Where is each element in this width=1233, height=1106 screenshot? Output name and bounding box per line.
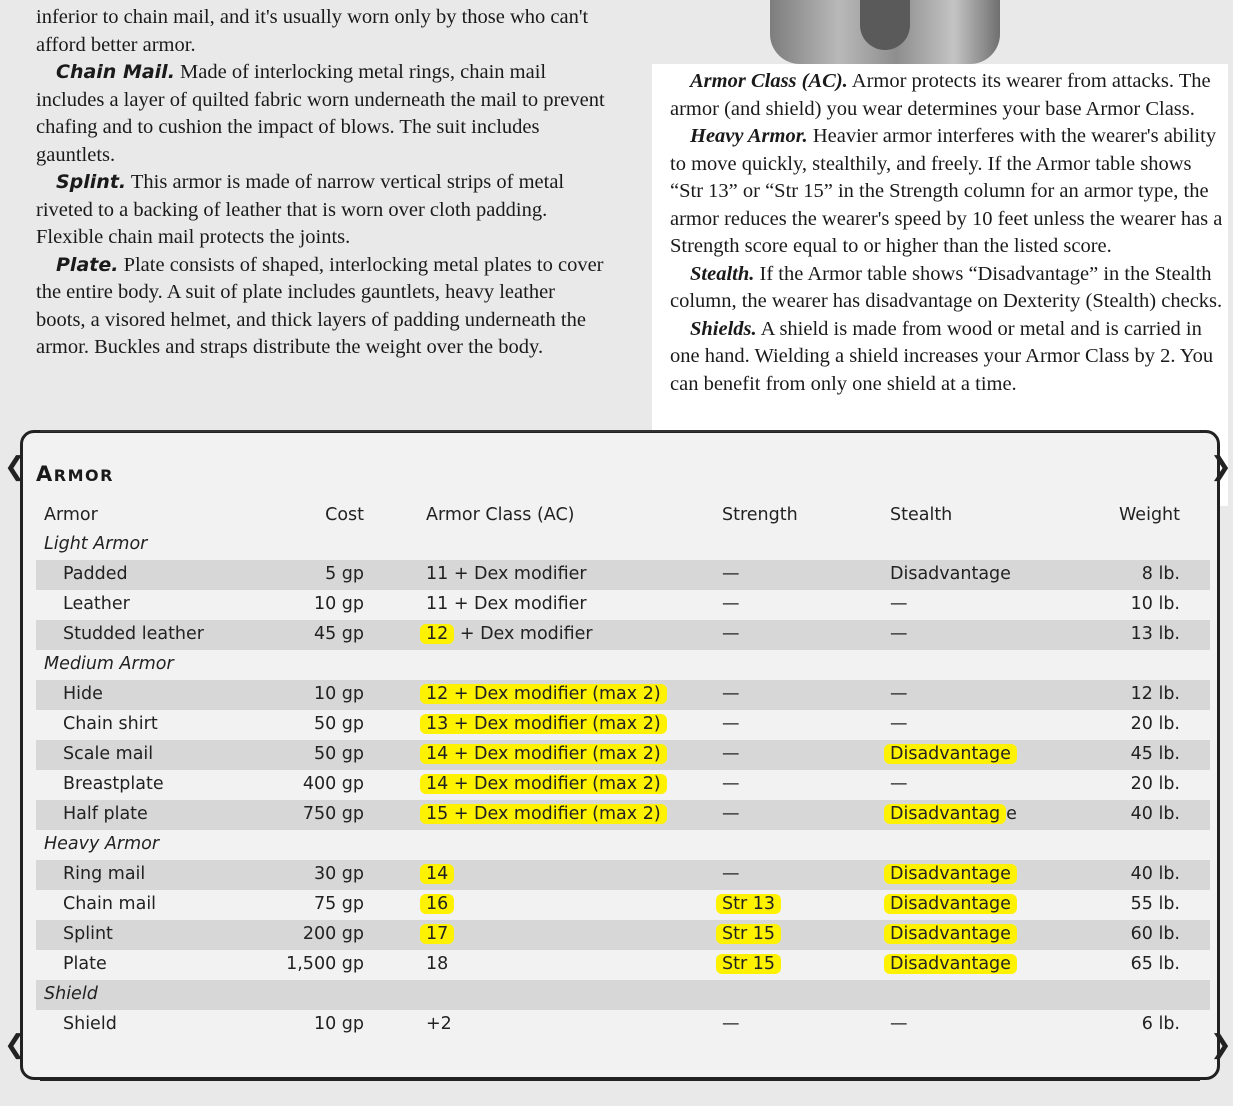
armor-strength xyxy=(722,924,781,944)
left-term: Splint. xyxy=(56,171,127,193)
frame-bottom-rule xyxy=(40,1078,1200,1081)
header-armor: Armor xyxy=(44,505,98,525)
armor-stealth xyxy=(890,804,1017,824)
frame-top-rule xyxy=(40,430,1200,432)
header-weight: Weight xyxy=(1119,505,1180,525)
armor-name: Half plate xyxy=(63,804,148,824)
strength-text: — xyxy=(722,594,740,614)
header-ac: Armor Class (AC) xyxy=(426,505,575,525)
armor-stealth xyxy=(890,1014,908,1034)
table-row xyxy=(36,770,1210,800)
left-paragraph xyxy=(36,59,606,169)
category-label: Medium Armor xyxy=(44,654,174,674)
armor-cost: 1,500 gp xyxy=(286,954,364,974)
ac-text: 11 + Dex modifier xyxy=(426,564,587,584)
table-title-initial: A xyxy=(36,462,54,486)
armor-cost: 50 gp xyxy=(313,744,364,764)
table-row xyxy=(36,890,1210,920)
armor-weight: 60 lb. xyxy=(1130,924,1180,944)
armor-ac xyxy=(426,894,454,914)
stealth-text: — xyxy=(890,1014,908,1034)
armor-cost: 45 gp xyxy=(313,624,364,644)
left-term: Plate. xyxy=(56,253,119,276)
left-text: Made of interlocking metal rings, chain mail includes a layer of quilted fabric worn underneath the mail to prevent chafing and to cushion the impact of blows. The suit includes gauntlets. xyxy=(36,61,605,166)
armor-cost: 10 gp xyxy=(313,1014,364,1034)
table-title-rest: RMOR xyxy=(53,466,114,485)
category-label: Light Armor xyxy=(44,534,148,554)
armor-cost: 10 gp xyxy=(313,594,364,614)
armor-strength xyxy=(722,594,740,614)
armor-name: Breastplate xyxy=(63,774,164,794)
armor-name: Plate xyxy=(63,954,107,974)
stealth-text: — xyxy=(890,714,908,734)
ac-highlight: 14 + Dex modifier (max 2) xyxy=(420,774,667,794)
stealth-highlight: Disadvantage xyxy=(884,864,1017,884)
right-term: Stealth. xyxy=(690,262,755,285)
left-paragraph xyxy=(36,169,606,252)
right-text: Armor protects its wearer from attacks. The armor (and shield) you wear determines your base Armor Class. xyxy=(670,70,1211,120)
armor-ac xyxy=(426,804,667,824)
armor-strength xyxy=(722,744,740,764)
header-stealth: Stealth xyxy=(890,505,953,525)
strength-text: — xyxy=(722,1014,740,1034)
right-paragraph xyxy=(670,261,1224,316)
table-row xyxy=(36,680,1210,710)
stealth-text: — xyxy=(890,594,908,614)
stealth-highlight: Disadvantag xyxy=(884,804,1006,824)
armor-stealth xyxy=(890,924,1017,944)
table-row xyxy=(36,740,1210,770)
ac-highlight: 16 xyxy=(420,894,454,914)
right-paragraph xyxy=(670,316,1224,399)
table-title xyxy=(36,462,114,486)
stealth-text: — xyxy=(890,624,908,644)
armor-stealth xyxy=(890,594,908,614)
armor-weight: 20 lb. xyxy=(1130,714,1180,734)
armor-weight: 12 lb. xyxy=(1130,684,1180,704)
left-paragraph xyxy=(36,4,606,59)
armor-cost: 50 gp xyxy=(313,714,364,734)
armor-strength xyxy=(722,894,781,914)
armor-table xyxy=(36,500,1210,1040)
flourish-left-top-icon: ❮ xyxy=(4,452,26,482)
category-label: Heavy Armor xyxy=(44,834,160,854)
strength-text: — xyxy=(722,774,740,794)
armor-strength xyxy=(722,684,740,704)
stealth-text: — xyxy=(890,684,908,704)
stealth-text: Disadvantage xyxy=(890,564,1011,584)
armor-stealth xyxy=(890,684,908,704)
ac-highlight: 14 xyxy=(420,864,454,884)
ac-highlight: 14 + Dex modifier (max 2) xyxy=(420,744,667,764)
right-term: Armor Class (AC). xyxy=(690,70,848,92)
right-paragraph xyxy=(670,68,1224,123)
armor-stealth xyxy=(890,894,1017,914)
table-category-row xyxy=(36,980,1210,1010)
strength-text: — xyxy=(722,564,740,584)
left-text: Plate consists of shaped, interlocking metal plates to cover the entire body. A suit of plate includes gauntlets, heavy leather boots, a visored helmet, and thick layers of padding underneath the armor. Buckles and straps distribute the weight over the body. xyxy=(36,253,604,358)
armor-cost: 5 gp xyxy=(325,564,364,584)
ac-highlight: 13 + Dex modifier (max 2) xyxy=(420,714,667,734)
table-row xyxy=(36,800,1210,830)
table-header-row xyxy=(36,500,1210,530)
stealth-highlight: Disadvantage xyxy=(884,744,1017,764)
strength-highlight: Str 13 xyxy=(716,894,781,914)
armor-ac xyxy=(426,924,454,944)
armor-name: Splint xyxy=(63,924,113,944)
armor-weight: 6 lb. xyxy=(1141,1014,1180,1034)
armor-strength xyxy=(722,864,740,884)
armor-cost: 400 gp xyxy=(302,774,364,794)
ac-highlight: 12 xyxy=(420,624,454,644)
armor-stealth xyxy=(890,744,1017,764)
armor-strength xyxy=(722,954,781,974)
armor-strength xyxy=(722,624,740,644)
table-row xyxy=(36,920,1210,950)
ac-text: +2 xyxy=(426,1014,452,1034)
armor-stealth xyxy=(890,714,908,734)
strength-text: — xyxy=(722,624,740,644)
header-cost: Cost xyxy=(325,505,364,525)
armor-strength xyxy=(722,774,740,794)
left-text-column xyxy=(36,4,606,362)
left-paragraph xyxy=(36,252,606,362)
armor-strength xyxy=(722,1014,740,1034)
armor-stealth xyxy=(890,624,908,644)
right-paragraph xyxy=(670,123,1224,261)
table-row xyxy=(36,560,1210,590)
armor-weight: 40 lb. xyxy=(1130,864,1180,884)
stealth-text: — xyxy=(890,774,908,794)
flourish-right-bottom-icon: ❯ xyxy=(1210,1030,1232,1060)
armor-weight: 40 lb. xyxy=(1130,804,1180,824)
table-row xyxy=(36,620,1210,650)
armor-name: Scale mail xyxy=(63,744,154,764)
armor-name: Ring mail xyxy=(63,864,146,884)
strength-highlight: Str 15 xyxy=(716,924,781,944)
flourish-right-top-icon: ❯ xyxy=(1210,452,1232,482)
table-row xyxy=(36,710,1210,740)
right-text: Heavier armor interferes with the wearer's ability to move quickly, stealthily, and freely. If the Armor table shows “Str 13” or “Str 15” in the Strength column for an armor type, the armor reduces the wearer's speed by 10 feet unless the wearer has a Strength score equal to or higher than the listed score. xyxy=(670,125,1223,257)
armor-weight: 10 lb. xyxy=(1130,594,1180,614)
table-body xyxy=(36,530,1210,1040)
table-row xyxy=(36,590,1210,620)
stealth-highlight: Disadvantage xyxy=(884,954,1017,974)
armor-ac xyxy=(426,744,667,764)
armor-name: Padded xyxy=(63,564,128,584)
armor-ac xyxy=(426,864,454,884)
armor-stealth xyxy=(890,564,1011,584)
table-category-row xyxy=(36,650,1210,680)
ac-text: 11 + Dex modifier xyxy=(426,594,587,614)
armor-weight: 20 lb. xyxy=(1130,774,1180,794)
armor-stealth xyxy=(890,864,1017,884)
armor-ac xyxy=(426,624,593,644)
table-row xyxy=(36,1010,1210,1040)
left-text: This armor is made of narrow vertical strips of metal riveted to a backing of leather that is worn over cloth padding. Flexible chain mail protects the joints. xyxy=(36,171,565,248)
armor-name: Chain mail xyxy=(63,894,157,914)
left-term: Chain Mail. xyxy=(56,61,175,83)
armor-cost: 10 gp xyxy=(313,684,364,704)
ac-highlight: 15 + Dex modifier (max 2) xyxy=(420,804,667,824)
table-category-row xyxy=(36,830,1210,860)
flourish-left-bottom-icon: ❮ xyxy=(4,1030,26,1060)
armor-cost: 750 gp xyxy=(302,804,364,824)
ac-highlight: 12 + Dex modifier (max 2) xyxy=(420,684,667,704)
right-text: A shield is made from wood or metal and is carried in one hand. Wielding a shield increases your Armor Class by 2. You can benefit from only one shield at a time. xyxy=(670,317,1214,395)
stealth-highlight: Disadvantage xyxy=(884,894,1017,914)
ac-text: 18 xyxy=(426,954,449,974)
strength-text: — xyxy=(722,744,740,764)
strength-text: — xyxy=(722,804,740,824)
armor-stealth xyxy=(890,774,908,794)
armor-ac xyxy=(426,954,448,974)
category-label: Shield xyxy=(44,984,98,1004)
ac-text: + Dex modifier xyxy=(454,624,593,644)
armor-stealth xyxy=(890,954,1017,974)
armor-weight: 45 lb. xyxy=(1130,744,1180,764)
ac-highlight: 17 xyxy=(420,924,454,944)
armor-weight: 13 lb. xyxy=(1130,624,1180,644)
armor-ac xyxy=(426,564,587,584)
armor-weight: 8 lb. xyxy=(1141,564,1180,584)
table-category-row xyxy=(36,530,1210,560)
armor-illustration xyxy=(770,0,1000,64)
table-row xyxy=(36,860,1210,890)
right-term: Shields. xyxy=(690,317,757,340)
left-text: inferior to chain mail, and it's usually worn only by those who can't afford better armor. xyxy=(36,6,589,56)
armor-name: Shield xyxy=(63,1014,117,1034)
right-term: Heavy Armor. xyxy=(690,125,808,147)
strength-text: — xyxy=(722,684,740,704)
stealth-highlight: Disadvantage xyxy=(884,924,1017,944)
right-text: If the Armor table shows “Disadvantage” in the Stealth column, the wearer has disadvantage on Dexterity (Stealth) checks. xyxy=(670,262,1223,312)
stealth-text: e xyxy=(1006,804,1017,824)
armor-cost: 200 gp xyxy=(302,924,364,944)
armor-weight: 65 lb. xyxy=(1130,954,1180,974)
armor-ac xyxy=(426,1014,452,1034)
header-strength: Strength xyxy=(722,505,798,525)
armor-name: Leather xyxy=(63,594,130,614)
armor-ac xyxy=(426,594,587,614)
strength-text: — xyxy=(722,714,740,734)
armor-strength xyxy=(722,714,740,734)
armor-strength xyxy=(722,564,740,584)
armor-name: Studded leather xyxy=(63,624,204,644)
table-row xyxy=(36,950,1210,980)
armor-strength xyxy=(722,804,740,824)
armor-ac xyxy=(426,684,667,704)
strength-highlight: Str 15 xyxy=(716,954,781,974)
armor-name: Hide xyxy=(63,684,103,704)
armor-weight: 55 lb. xyxy=(1130,894,1180,914)
armor-name: Chain shirt xyxy=(63,714,158,734)
armor-cost: 75 gp xyxy=(313,894,364,914)
armor-cost: 30 gp xyxy=(313,864,364,884)
armor-ac xyxy=(426,714,667,734)
armor-ac xyxy=(426,774,667,794)
strength-text: — xyxy=(722,864,740,884)
